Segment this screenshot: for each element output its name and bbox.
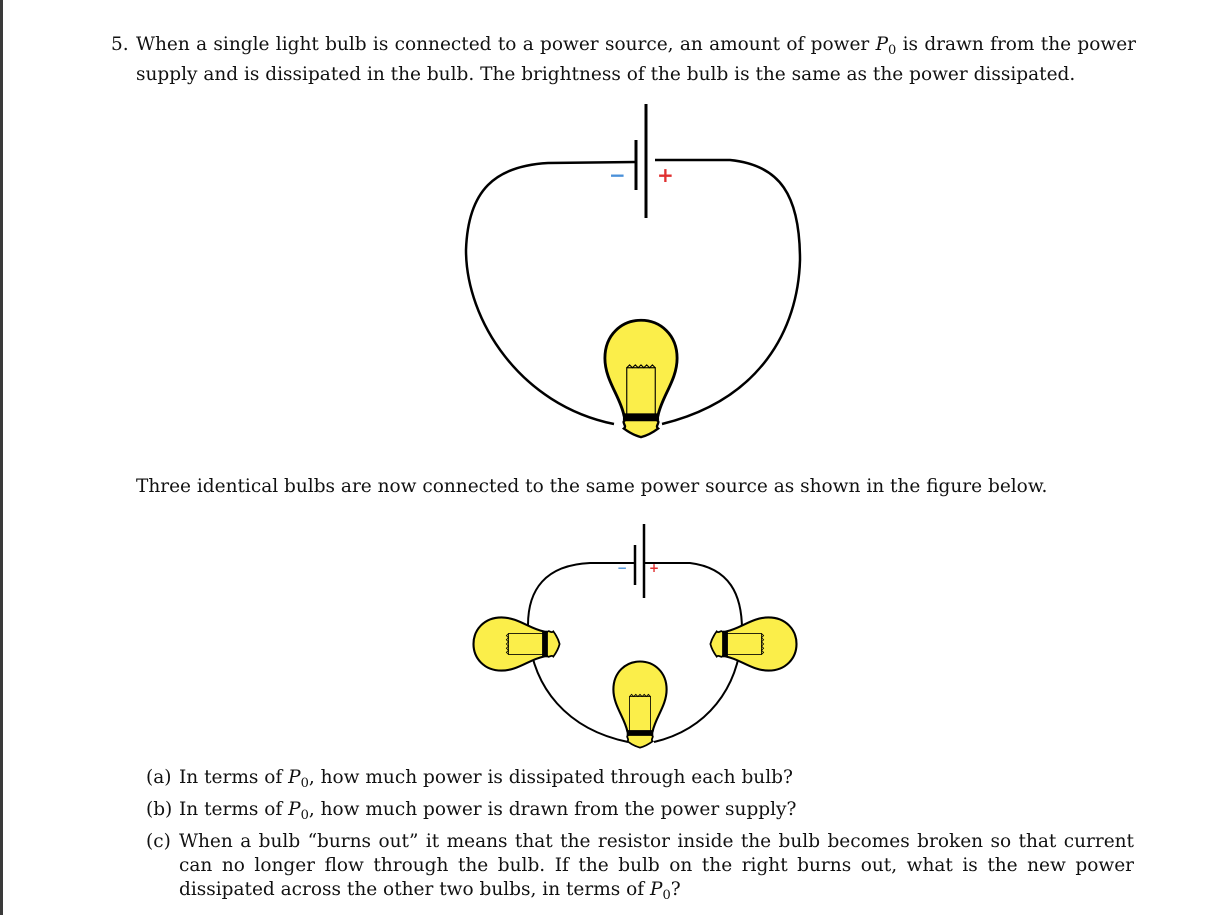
fig2-minus-label: − (617, 561, 628, 575)
fig1-plus-label: + (657, 163, 674, 187)
question-text: In terms of $P_0$, how much power is drawn from the power supply? (179, 799, 797, 823)
question-label: (a) (146, 767, 172, 788)
power-symbol: $P_0$ (650, 879, 671, 903)
fig2-plus-label: + (649, 561, 660, 575)
question-label: (c) (146, 831, 171, 852)
intro-part-2: is drawn from the power supply and is dissipated in the bulb. The brightness of the bulb is the same as the power dissipated. (136, 34, 1136, 85)
intro-part-1: When a single light bulb is connected to a power source, an amount of power (136, 34, 876, 55)
transition-text: Three identical bulbs are now connected to the same power source as shown in the figure below. (136, 476, 1048, 497)
fig1-minus-label: − (609, 163, 626, 187)
power-symbol: $P_0$ (875, 34, 897, 58)
fig2-bulb-bottom (613, 662, 666, 748)
question-text: In terms of $P_0$, how much power is dissipated through each bulb? (179, 767, 793, 791)
fig2-bulb-left (474, 617, 560, 670)
question-text: When a bulb “burns out” it means that the resistor inside the bulb becomes broken so that current can no longer flow through the bulb. If the bulb on the right burns out, what is the new power dissipated across the other two bulbs, in terms of $P_0$? (179, 831, 1134, 903)
power-symbol: $P_0$ (288, 799, 309, 823)
power-symbol: $P_0$ (288, 767, 309, 791)
question-label: (b) (146, 799, 173, 820)
fig2-bulb-right (710, 617, 796, 670)
fig1-bulb (605, 320, 677, 437)
problem-number: 5. (111, 34, 129, 55)
